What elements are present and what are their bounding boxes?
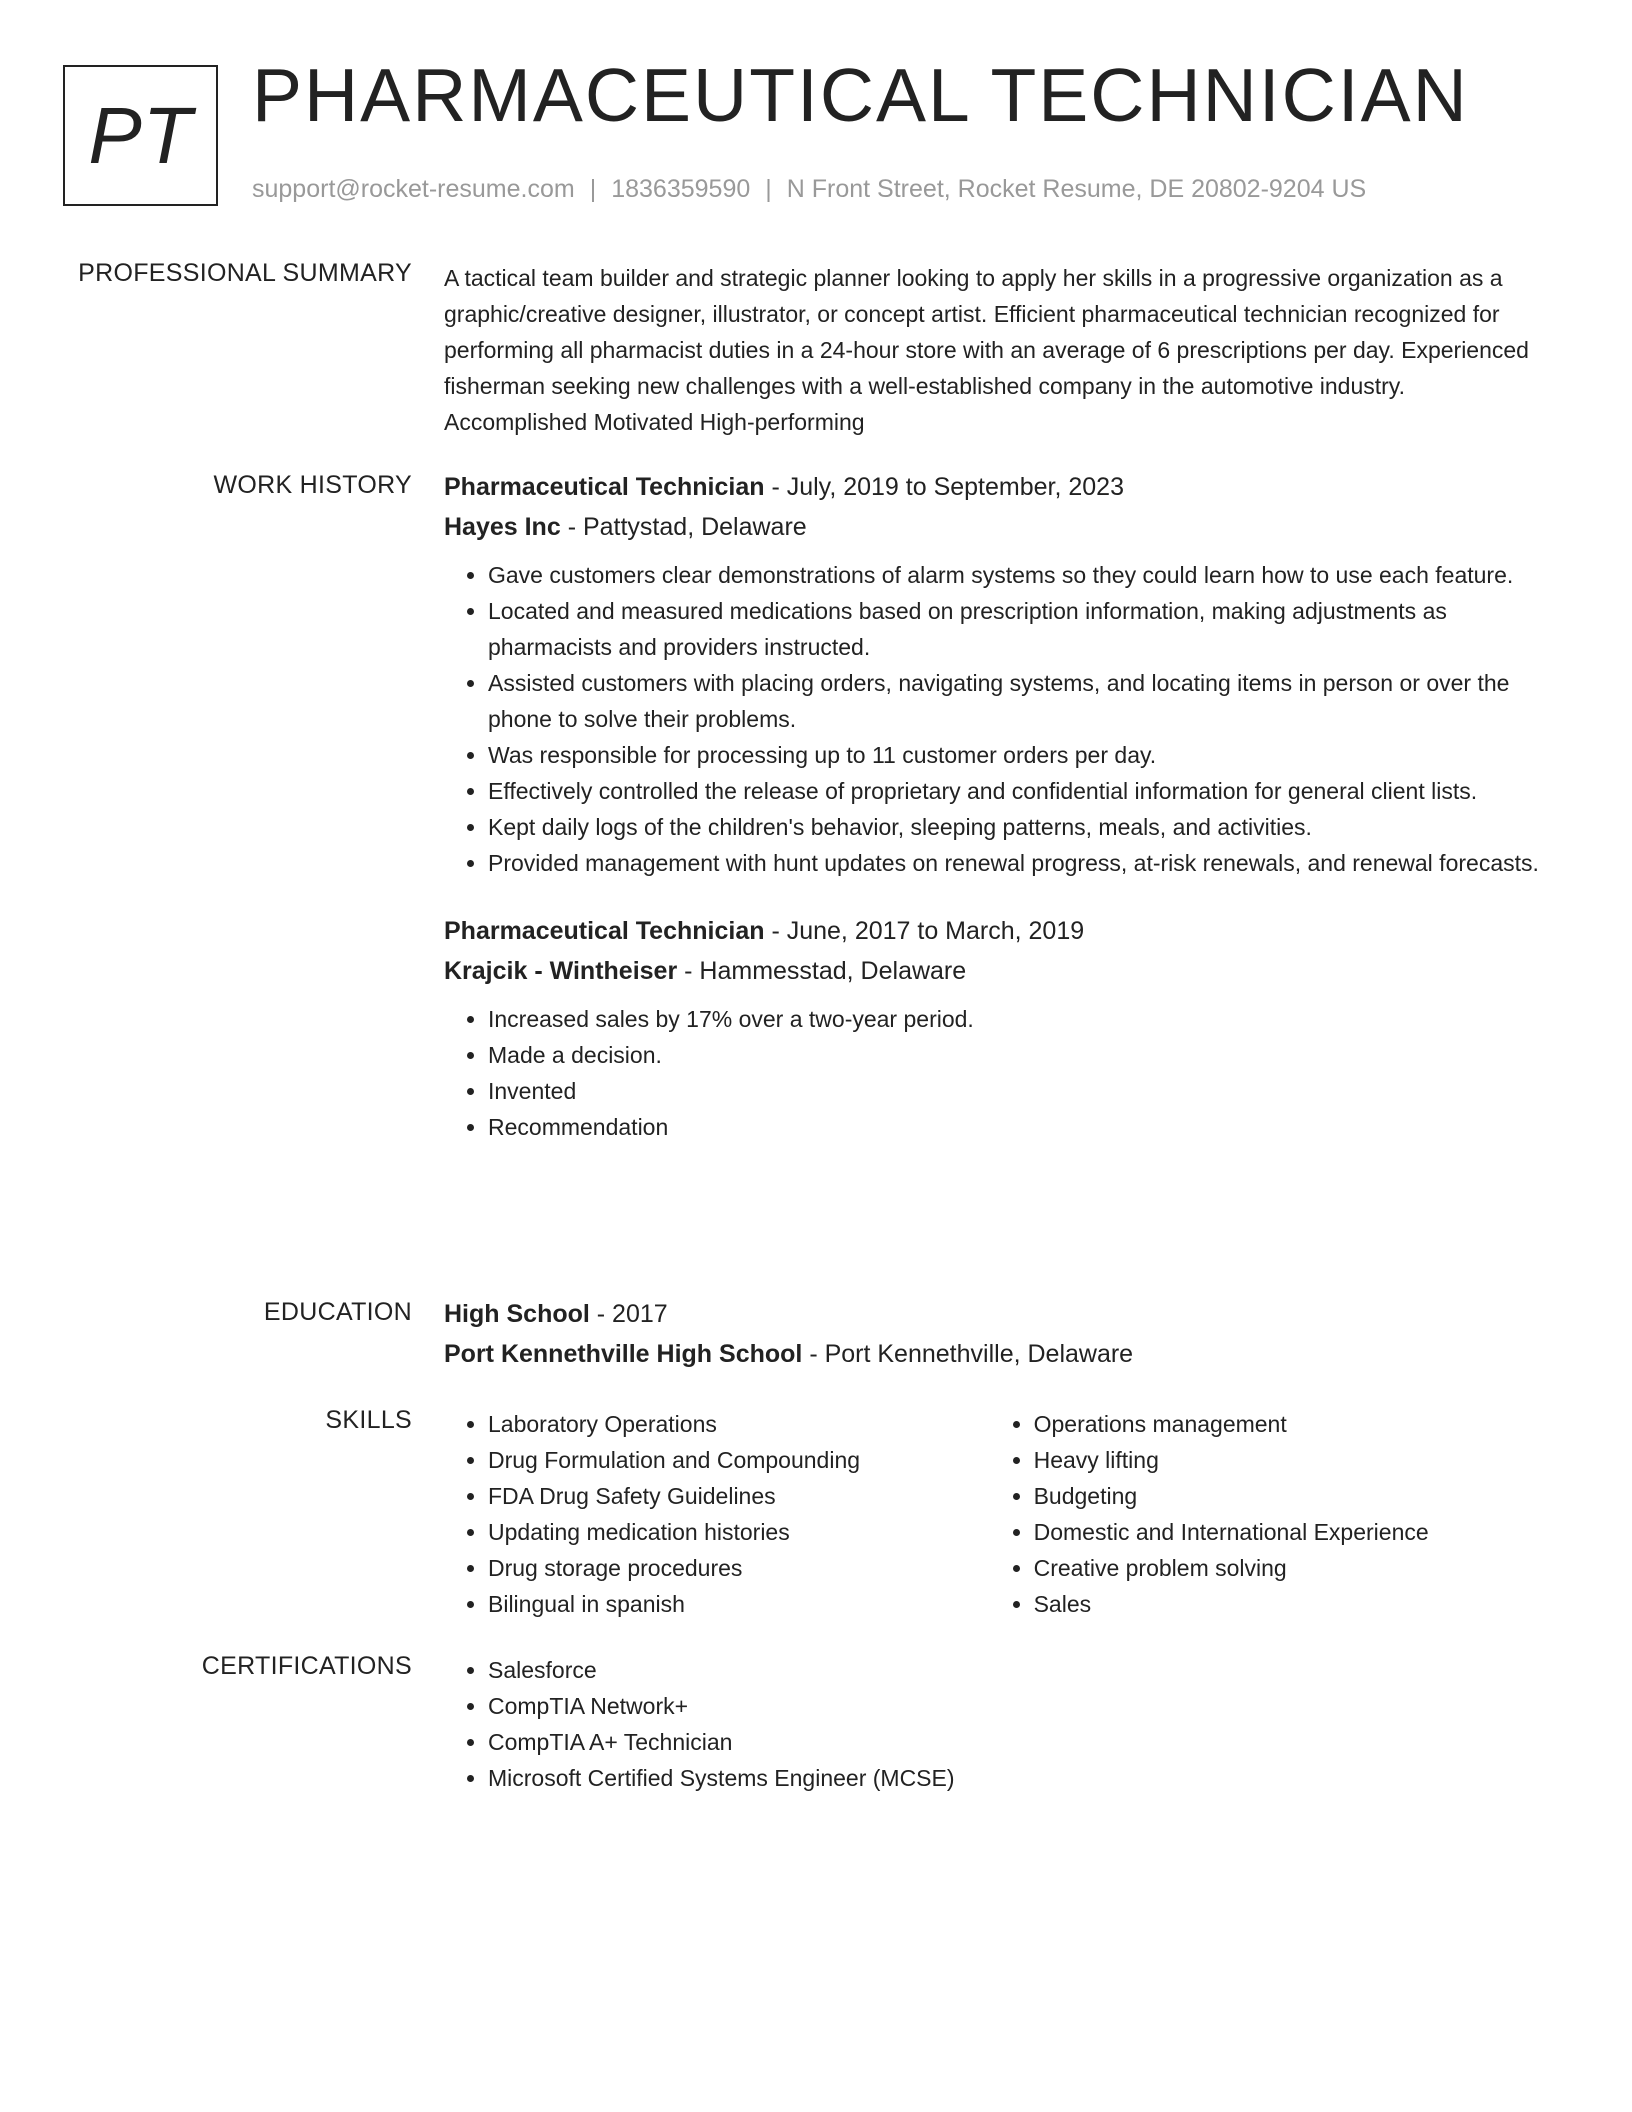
certification-item: • CompTIA Network+ <box>488 1688 1549 1724</box>
contact-line <box>252 175 1366 204</box>
job-company-line <box>444 507 1549 547</box>
skills-list-left <box>444 1406 990 1622</box>
job-entry <box>444 467 1549 881</box>
job-dates: - July, 2019 to September, 2023 <box>764 473 1124 501</box>
job-dates: - June, 2017 to March, 2019 <box>764 917 1085 945</box>
skill-item: • Budgeting <box>1034 1478 1549 1514</box>
skill-item: • Drug storage procedures <box>488 1550 990 1586</box>
job-bullet: • Increased sales by 17% over a two-year period. <box>488 1001 1549 1037</box>
contact-phone[interactable]: 1836359590 <box>611 175 751 203</box>
education-degree: High School <box>444 1300 590 1328</box>
education-school-line <box>444 1334 1549 1374</box>
job-bullet-list <box>444 1001 1549 1145</box>
job-company-line <box>444 951 1549 991</box>
skill-item: • Drug Formulation and Compounding <box>488 1442 990 1478</box>
job-bullet: • Provided management with hunt updates on renewal progress, at-risk renewals, and renewal forecasts. <box>488 845 1549 881</box>
resume-title: PHARMACEUTICAL TECHNICIAN <box>252 53 1469 137</box>
job-location: - Pattystad, Delaware <box>560 513 807 541</box>
skill-item: • Updating medication histories <box>488 1514 990 1550</box>
job-bullet: • Located and measured medications based on prescription information, making adjustments as pharmacists and providers instructed. <box>488 593 1549 665</box>
skill-item: • Laboratory Operations <box>488 1406 990 1442</box>
section-label-skills: SKILLS <box>325 1406 412 1434</box>
certifications-body <box>444 1652 1549 1796</box>
job-location: - Hammesstad, Delaware <box>677 957 967 985</box>
skills-list-right <box>990 1406 1549 1622</box>
skill-item: • Heavy lifting <box>1034 1442 1549 1478</box>
section-label-summary: PROFESSIONAL SUMMARY <box>78 259 412 287</box>
skills-body <box>444 1406 1549 1622</box>
certification-item: • CompTIA A+ Technician <box>488 1724 1549 1760</box>
job-bullet: • Invented <box>488 1073 1549 1109</box>
job-bullet-list <box>444 557 1549 881</box>
contact-separator: | <box>765 175 772 203</box>
education-degree-line <box>444 1294 1549 1334</box>
education-year: - 2017 <box>589 1300 668 1328</box>
job-bullet: • Was responsible for processing up to 11 customer orders per day. <box>488 737 1549 773</box>
education-location: - Port Kennethville, Delaware <box>802 1340 1134 1368</box>
skill-item: • Creative problem solving <box>1034 1550 1549 1586</box>
job-company: Hayes Inc <box>444 513 561 541</box>
education-school: Port Kennethville High School <box>444 1340 803 1368</box>
work-history-body <box>444 467 1549 1175</box>
skills-columns <box>444 1406 1549 1622</box>
job-title-line <box>444 467 1549 507</box>
section-label-certifications: CERTIFICATIONS <box>201 1652 412 1680</box>
job-title: Pharmaceutical Technician <box>444 473 765 501</box>
skill-item: • Domestic and International Experience <box>1034 1514 1549 1550</box>
monogram-initials: PT <box>88 90 193 180</box>
job-bullet: • Effectively controlled the release of proprietary and confidential information for general client lists. <box>488 773 1549 809</box>
job-title-line <box>444 911 1549 951</box>
job-bullet: • Gave customers clear demonstrations of alarm systems so they could learn how to use each feature. <box>488 557 1549 593</box>
certifications-list <box>444 1652 1549 1796</box>
job-company: Krajcik - Wintheiser <box>444 957 678 985</box>
contact-email[interactable]: support@rocket-resume.com <box>252 175 575 203</box>
contact-address: N Front Street, Rocket Resume, DE 20802-9204 US <box>786 175 1367 203</box>
job-bullet: • Made a decision. <box>488 1037 1549 1073</box>
monogram-box <box>63 65 218 206</box>
job-bullet: • Assisted customers with placing orders, navigating systems, and locating items in person or over the phone to solve their problems. <box>488 665 1549 737</box>
education-body <box>444 1294 1549 1374</box>
skill-item: • Sales <box>1034 1586 1549 1622</box>
section-label-education: EDUCATION <box>263 1298 412 1326</box>
summary-text: A tactical team builder and strategic planner looking to apply her skills in a progressive organization as a graphic/creative designer, illustrator, or concept artist. Efficient pharmaceutical technician recognized for performing all pharmacist duties in a 24-hour store with an average of 6 prescriptions per day. Experienced fisherman seeking new challenges with a well-established company in the automotive industry. Accomplished Motivated High-performing <box>444 265 1529 435</box>
job-title: Pharmaceutical Technician <box>444 917 765 945</box>
skill-item: • FDA Drug Safety Guidelines <box>488 1478 990 1514</box>
section-label-work-history: WORK HISTORY <box>213 471 412 499</box>
certification-item: • Salesforce <box>488 1652 1549 1688</box>
summary-body <box>444 260 1549 440</box>
skill-item: • Bilingual in spanish <box>488 1586 990 1622</box>
job-bullet: • Kept daily logs of the children's behavior, sleeping patterns, meals, and activities. <box>488 809 1549 845</box>
certification-item: • Microsoft Certified Systems Engineer (MCSE) <box>488 1760 1549 1796</box>
job-bullet: • Recommendation <box>488 1109 1549 1145</box>
job-entry <box>444 911 1549 1145</box>
skill-item: • Operations management <box>1034 1406 1549 1442</box>
contact-separator: | <box>589 175 597 203</box>
